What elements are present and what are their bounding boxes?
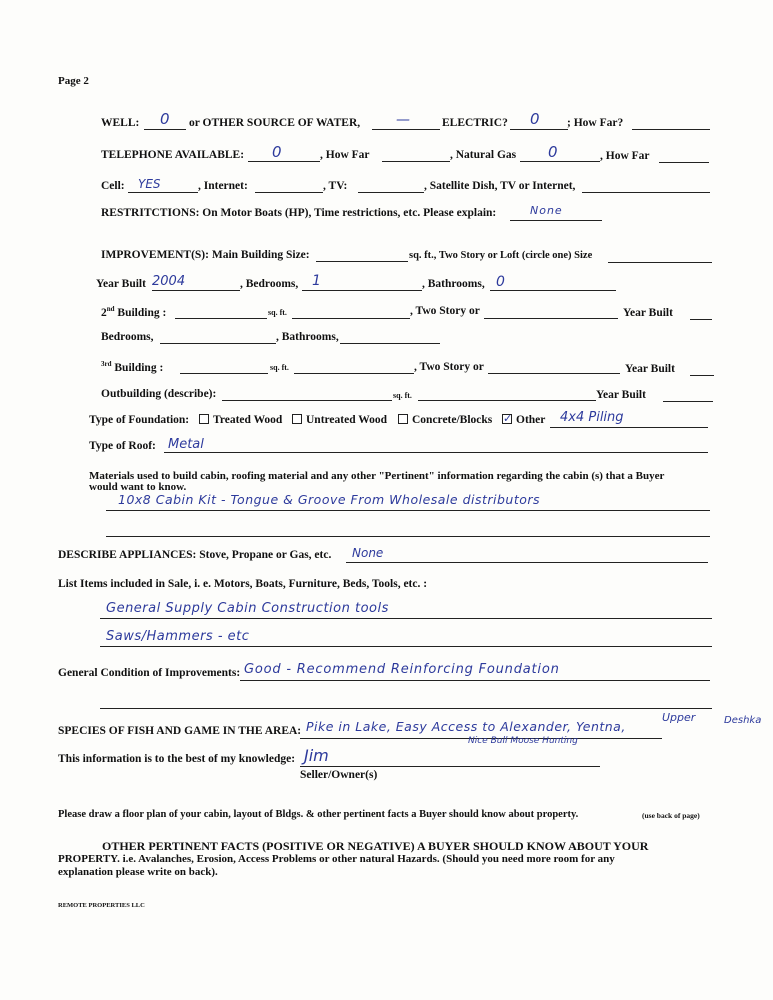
species-label: SPECIES OF FISH AND GAME IN THE AREA:	[58, 725, 302, 737]
third-mid-line[interactable]	[294, 373, 414, 374]
electric-line[interactable]	[510, 129, 568, 130]
restrictions-value: None	[530, 204, 563, 217]
other-foundation-value: 4x4 Piling	[560, 410, 624, 425]
concrete-blocks-label: Concrete/Blocks	[412, 414, 493, 426]
bedrooms-line[interactable]	[302, 290, 422, 291]
third-building-text: Building :	[114, 361, 164, 374]
cell-value: YES	[138, 177, 161, 191]
outbuilding-year-label: Year Built	[596, 389, 646, 401]
items-value-1: General Supply Cabin Construction tools	[106, 601, 389, 616]
other-water-value: —	[396, 112, 410, 128]
how-far2-label: , How Far	[320, 149, 370, 161]
loft-size-line[interactable]	[608, 262, 712, 263]
other-label: Other	[516, 414, 546, 426]
second-size-line[interactable]	[175, 318, 267, 319]
second-building-label	[101, 306, 166, 319]
second-building-sup: nd	[106, 305, 115, 313]
other-foundation-line[interactable]	[550, 427, 708, 428]
satellite-label: , Satellite Dish, TV or Internet,	[424, 180, 576, 192]
second-bathrooms-line[interactable]	[340, 343, 440, 344]
species-value: Pike in Lake, Easy Access to Alexander, Yentna,	[306, 719, 626, 734]
well-label: WELL:	[101, 117, 140, 129]
appliances-label: DESCRIBE APPLIANCES: Stove, Propane or Gas, etc.	[58, 549, 332, 561]
materials-label-line2: would want to know.	[89, 481, 187, 493]
how-far3-line[interactable]	[659, 162, 709, 163]
other-water-line[interactable]	[372, 129, 440, 130]
telephone-line[interactable]	[248, 161, 320, 162]
species-note-deshka: Deshka	[724, 715, 762, 726]
third-building-prefix: 3rd	[101, 360, 112, 368]
treated-wood-checkbox[interactable]	[199, 414, 209, 424]
items-value-2: Saws/Hammers - etc	[106, 629, 250, 644]
items-line-1[interactable]	[100, 618, 712, 619]
signature-line[interactable]	[300, 766, 600, 767]
how-far-label: ; How Far?	[567, 117, 624, 129]
outbuilding-line[interactable]	[222, 400, 392, 401]
outbuilding-sqft-label: sq. ft.	[393, 391, 412, 400]
telephone-value: 0	[272, 143, 282, 161]
electric-value: 0	[530, 110, 540, 128]
how-far-line[interactable]	[632, 129, 710, 130]
second-bedrooms-line[interactable]	[160, 343, 276, 344]
outbuilding-year-line[interactable]	[663, 401, 713, 402]
second-year-line[interactable]	[690, 319, 712, 320]
restrictions-label: RESTRITCTIONS: On Motor Boats (HP), Time restrictions, etc. Please explain:	[101, 207, 497, 219]
telephone-label: TELEPHONE AVAILABLE:	[101, 149, 245, 161]
third-size-line[interactable]	[180, 373, 268, 374]
how-far2-line[interactable]	[382, 161, 450, 162]
materials-label-line1: Materials used to build cabin, roofing material and any other "Pertinent" information regarding the cabin (s) that a Buyer	[89, 470, 665, 482]
treated-wood-label: Treated Wood	[213, 414, 283, 426]
third-building-label	[101, 361, 163, 374]
second-story-line[interactable]	[484, 318, 618, 319]
roof-value: Metal	[168, 437, 204, 452]
bathrooms-line[interactable]	[490, 290, 616, 291]
second-bedrooms-label: Bedrooms,	[101, 331, 154, 343]
bathrooms-label: , Bathrooms,	[422, 278, 485, 290]
year-built-label: Year Built	[96, 278, 146, 290]
items-line-2[interactable]	[100, 646, 712, 647]
main-building-label: IMPROVEMENT(S): Main Building Size:	[101, 249, 310, 261]
condition-line-2[interactable]	[100, 708, 712, 709]
bedrooms-value: 1	[312, 273, 321, 289]
condition-label: General Condition of Improvements:	[58, 667, 241, 679]
other-facts-line3: explanation please write on back).	[58, 866, 218, 878]
internet-label: , Internet:	[198, 180, 248, 192]
appliances-value: None	[352, 546, 384, 560]
footer-company: REMOTE PROPERTIES LLC	[58, 902, 145, 909]
natural-gas-line[interactable]	[520, 161, 600, 162]
tv-line[interactable]	[358, 192, 424, 193]
second-two-story-label: , Two Story or	[410, 305, 480, 317]
natural-gas-value: 0	[548, 143, 558, 161]
two-story-label: sq. ft., Two Story or Loft (circle one) Size	[409, 250, 593, 261]
signature-label: This information is to the best of my knowledge:	[58, 753, 296, 765]
roof-label: Type of Roof:	[89, 440, 156, 452]
outbuilding-label: Outbuilding (describe):	[101, 388, 217, 400]
species-note-moose: Nice Bull Moose Hunting	[468, 736, 578, 746]
how-far3-label: , How Far	[600, 150, 650, 162]
restrictions-line[interactable]	[510, 220, 602, 221]
well-line[interactable]	[144, 129, 186, 130]
floor-plan-note: (use back of page)	[642, 811, 700, 820]
other-facts-line2: PROPERTY. i.e. Avalanches, Erosion, Access Problems or other natural Hazards. (Should you need more room for any	[58, 853, 615, 865]
concrete-blocks-checkbox[interactable]	[398, 414, 408, 424]
signature-caption: Seller/Owner(s)	[300, 769, 378, 781]
electric-label: ELECTRIC?	[442, 117, 508, 129]
page-label: Page 2	[58, 75, 89, 87]
other-water-label: or OTHER SOURCE OF WATER,	[189, 117, 361, 129]
third-two-story-label: , Two Story or	[414, 361, 484, 373]
untreated-wood-label: Untreated Wood	[306, 414, 388, 426]
natural-gas-label: , Natural Gas	[450, 149, 517, 161]
second-bathrooms-label: , Bathrooms,	[276, 331, 339, 343]
materials-line-2[interactable]	[106, 536, 710, 537]
materials-line-1[interactable]	[106, 510, 710, 511]
third-story-line[interactable]	[488, 373, 620, 374]
other-checkbox[interactable]	[502, 414, 512, 424]
untreated-wood-checkbox[interactable]	[292, 414, 302, 424]
cell-line[interactable]	[128, 192, 198, 193]
foundation-label: Type of Foundation:	[89, 414, 190, 426]
second-building-text: Building :	[117, 306, 167, 319]
tv-label: , TV:	[323, 180, 348, 192]
floor-plan-text: Please draw a floor plan of your cabin, layout of Bldgs. & other pertinent facts a Buyer should know about property.	[58, 809, 579, 820]
cell-label: Cell:	[101, 180, 125, 192]
roof-line[interactable]	[164, 452, 708, 453]
bathrooms-value: 0	[496, 274, 505, 290]
satellite-line[interactable]	[582, 192, 710, 193]
other-facts-line1: OTHER PERTINENT FACTS (POSITIVE OR NEGATIVE) A BUYER SHOULD KNOW ABOUT YOUR	[102, 839, 649, 853]
materials-value: 10x8 Cabin Kit - Tongue & Groove From Wholesale distributors	[118, 492, 541, 507]
second-year-built-label: Year Built	[623, 307, 673, 319]
bedrooms-label: , Bedrooms,	[240, 278, 299, 290]
well-value: 0	[160, 110, 170, 128]
signature-value: Jim	[304, 746, 329, 765]
second-building-prefix: 2	[101, 306, 107, 319]
third-sqft-label: sq. ft.	[270, 363, 289, 372]
species-note-upper: Upper	[662, 711, 696, 724]
year-built-line[interactable]	[152, 290, 240, 291]
third-year-line[interactable]	[690, 375, 714, 376]
outbuilding-sqft-line[interactable]	[418, 400, 596, 401]
condition-line[interactable]	[240, 680, 710, 681]
second-mid-line[interactable]	[292, 318, 410, 319]
appliances-line[interactable]	[346, 562, 708, 563]
main-size-line[interactable]	[316, 261, 408, 262]
third-year-built-label: Year Built	[625, 363, 675, 375]
condition-value: Good - Recommend Reinforcing Foundation	[244, 662, 560, 677]
year-built-value: 2004	[152, 274, 186, 289]
items-label: List Items included in Sale, i. e. Motors, Boats, Furniture, Beds, Tools, etc. :	[58, 578, 428, 590]
internet-line[interactable]	[255, 192, 323, 193]
second-sqft-label: sq. ft.	[268, 308, 287, 317]
